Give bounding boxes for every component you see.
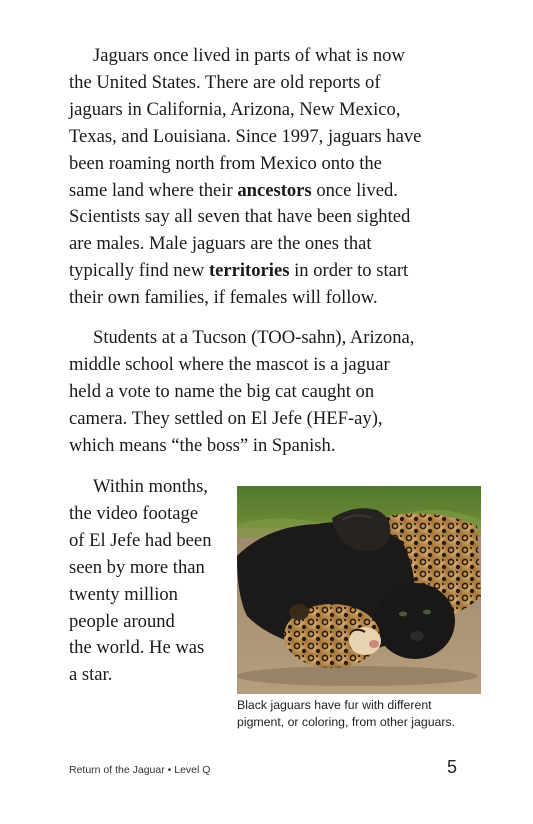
text-line: their own families, if females will follow.	[69, 287, 378, 309]
text-line: people around	[69, 610, 175, 632]
text-line: Scientists say all seven that have been sighted	[69, 206, 411, 228]
text-line: the video footage	[69, 502, 199, 524]
footer-book-title: Return of the Jaguar • Level Q	[69, 764, 211, 776]
text-line: seen by more than	[69, 556, 205, 578]
vocab-word-territories: territories	[208, 260, 290, 282]
text-line: held a vote to name the big cat caught on	[69, 380, 375, 402]
page-number: 5	[446, 757, 457, 777]
jaguar-photo	[237, 486, 481, 694]
text-line: Students at a Tucson (TOO-sahn), Arizona,	[93, 327, 415, 348]
text-line: Texas, and Louisiana. Since 1997, jaguars have	[69, 125, 422, 147]
text-line: jaguars in California, Arizona, New Mexico,	[69, 98, 401, 120]
caption-line: Black jaguars have fur with different	[237, 698, 432, 712]
text-line: camera. They settled on El Jefe (HEF-ay),	[69, 407, 383, 429]
text-line	[69, 258, 469, 285]
text-line: are males. Male jaguars are the ones that	[69, 233, 372, 255]
paragraph-intro	[69, 43, 469, 312]
text-line: of El Jefe had been	[69, 529, 212, 551]
text-line	[69, 178, 469, 205]
text-line: which means “the boss” in Spanish.	[69, 434, 336, 456]
jaguar-photo-illustration	[237, 486, 481, 694]
text-line: Within months,	[93, 476, 208, 497]
text-line: twenty million	[69, 583, 178, 605]
text-line: middle school where the mascot is a jaguar	[69, 353, 390, 375]
text-run: same land where their	[69, 179, 238, 201]
paragraph-students	[69, 325, 469, 460]
text-line: the United States. There are old reports of	[69, 71, 381, 93]
text-line: Jaguars once lived in parts of what is now	[93, 45, 405, 66]
text-line: the world. He was	[69, 637, 205, 659]
text-run: typically find new	[69, 260, 209, 282]
text-line: a star.	[69, 664, 113, 686]
text-line: been roaming north from Mexico onto the	[69, 152, 382, 174]
caption-line: pigment, or coloring, from other jaguars.	[237, 715, 456, 729]
text-run: once lived.	[311, 179, 398, 201]
vocab-word-ancestors: ancestors	[237, 179, 312, 201]
photo-caption	[237, 697, 497, 731]
paragraph-star	[69, 474, 229, 689]
text-run: in order to start	[289, 260, 409, 282]
